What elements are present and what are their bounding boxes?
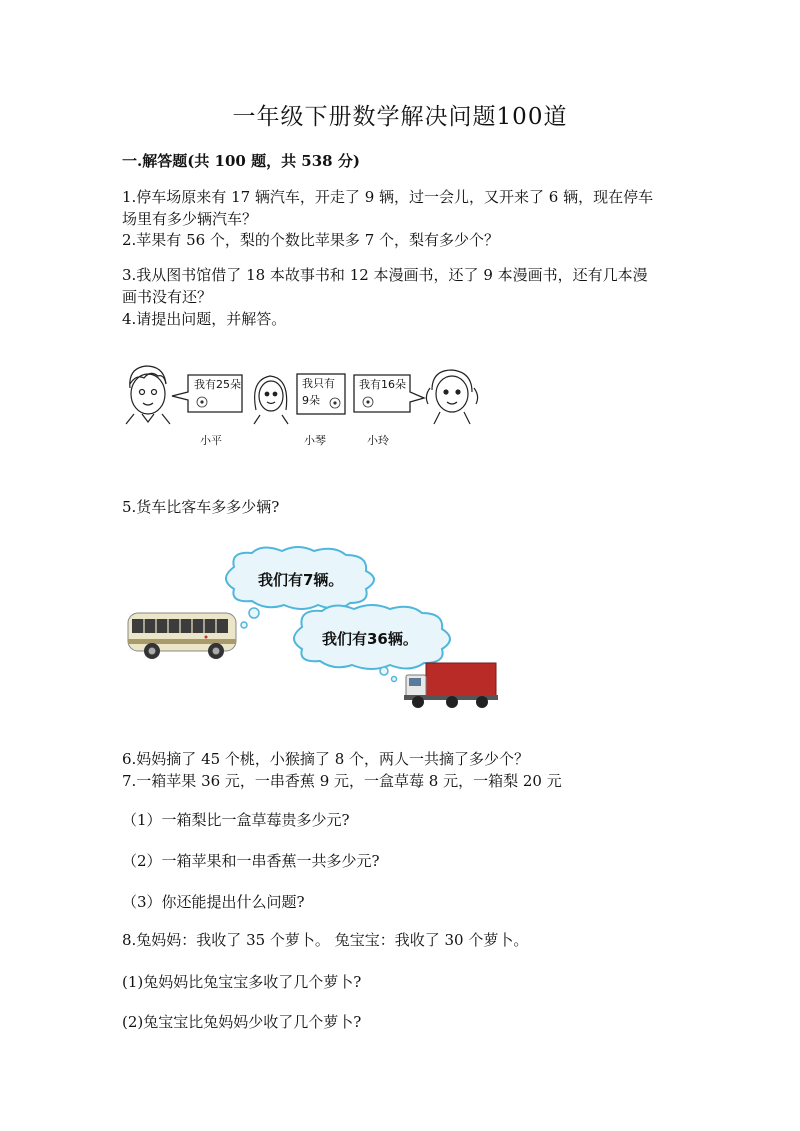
q2-text: 2.苹果有 56 个，梨的个数比苹果多 7 个，梨有多少个？	[122, 231, 500, 249]
bus-truck-figure	[122, 545, 502, 715]
q7-stem: 7.一箱苹果 36 元，一串香蕉 9 元，一盒草莓 8 元，一箱梨 20 元	[122, 772, 562, 790]
q4-text: 4.请提出问题，并解答。	[122, 310, 287, 328]
q1-line1: 1.停车场原来有 17 辆汽车，开走了 9 辆，过一会儿，又开来了 6 辆，现在停车	[122, 188, 654, 206]
cloud1-text: 我们有7辆。	[258, 571, 344, 589]
q8-sub1: (1)兔妈妈比兔宝宝多收了几个萝卜?	[122, 973, 362, 991]
boy-xiaoping-illustration	[126, 366, 170, 424]
bubble1-text: 我有25朵	[194, 378, 241, 391]
q1-line2: 场里有多少辆汽车？	[122, 210, 258, 228]
q8-sub2: (2)兔宝宝比兔妈妈少收了几个萝卜?	[122, 1013, 362, 1031]
q7-sub1: （1）一箱梨比一盒草莓贵多少元?	[122, 811, 350, 829]
cloud2-text: 我们有36辆。	[322, 630, 418, 648]
q3-line2: 画书没有还？	[122, 288, 213, 306]
bubble3-text: 我有16朵	[359, 378, 406, 391]
bubble-xiaoping	[172, 375, 242, 412]
name-xiaoling: 小玲	[367, 434, 389, 447]
bubble-xiaoqin	[297, 374, 345, 414]
name-xiaoqin: 小琴	[304, 434, 326, 447]
bubble2-text-line2: 9朵	[302, 394, 320, 407]
bubble-xiaoling	[354, 375, 424, 412]
q3-line1: 3.我从图书馆借了 18 本故事书和 12 本漫画书，还了 9 本漫画书，还有几本漫	[122, 266, 648, 284]
section-heading: 一.解答题(共 100 题，共 538 分)	[122, 152, 360, 170]
q7-sub2: （2）一箱苹果和一串香蕉一共多少元?	[122, 852, 380, 870]
girl-xiaoqin-illustration	[254, 376, 288, 424]
page-title: 一年级下册数学解决问题100道	[232, 104, 568, 130]
kids-flowers-figure	[122, 360, 482, 450]
truck-illustration	[404, 663, 498, 708]
q5-text: 5.货车比客车多多少辆?	[122, 498, 280, 516]
q8-stem: 8.兔妈妈：我收了 35 个萝卜。 兔宝宝：我收了 30 个萝卜。	[122, 931, 529, 949]
q7-sub3: （3）你还能提出什么问题?	[122, 893, 305, 911]
name-xiaoping: 小平	[200, 434, 222, 447]
bus-illustration	[128, 613, 236, 659]
q6-text: 6.妈妈摘了 45 个桃，小猴摘了 8 个，两人一共摘了多少个？	[122, 750, 530, 768]
bubble2-text-line1: 我只有	[302, 377, 335, 390]
girl-xiaoling-illustration	[426, 370, 477, 424]
